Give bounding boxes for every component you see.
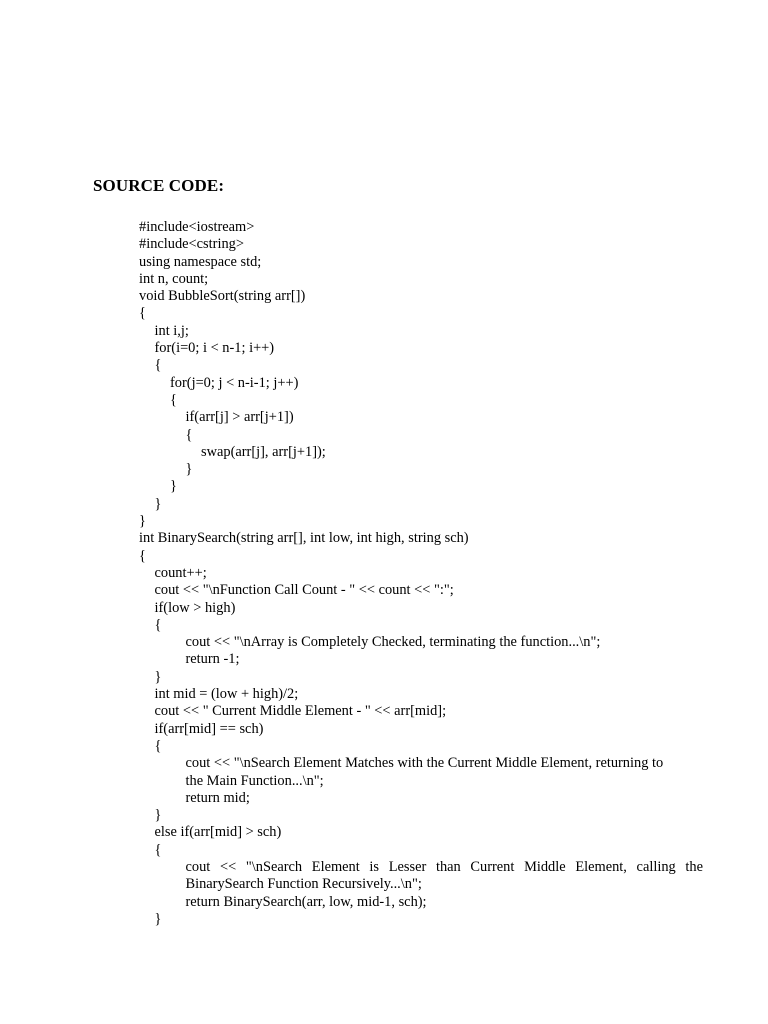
code-line: { bbox=[139, 305, 146, 322]
code-line: #include<iostream> bbox=[139, 219, 255, 235]
code-line: return BinarySearch(arr, low, mid-1, sch); bbox=[185, 893, 427, 910]
code-line: cout << "\nSearch Element Matches with the Current Middle Element, returning to bbox=[185, 755, 664, 772]
code-line: using namespace std; bbox=[139, 253, 262, 270]
code-line: else if(arr[mid] > sch) bbox=[154, 824, 282, 841]
code-line: cout << "\nFunction Call Count - " << count << ":"; bbox=[154, 582, 454, 599]
code-line: { bbox=[170, 391, 177, 408]
code-line: #include<cstring> bbox=[139, 236, 244, 253]
code-line: int n, count; bbox=[139, 270, 209, 287]
code-line: if(low > high) bbox=[154, 599, 236, 616]
code-line: { bbox=[185, 426, 193, 443]
code-line: { bbox=[154, 737, 162, 754]
code-line: int BinarySearch(string arr[], int low, int high, string sch) bbox=[139, 530, 469, 547]
code-line: BinarySearch Function Recursively...\n"; bbox=[185, 876, 422, 893]
code-line: } bbox=[185, 461, 193, 478]
code-line: if(arr[j] > arr[j+1]) bbox=[185, 409, 294, 426]
code-line: cout << " Current Middle Element - " << arr[mid]; bbox=[154, 703, 447, 720]
code-line: for(i=0; i < n-1; i++) bbox=[154, 340, 275, 357]
code-line: for(j=0; j < n-i-1; j++) bbox=[170, 374, 299, 391]
code-line: } bbox=[154, 807, 162, 824]
code-line: } bbox=[154, 910, 162, 927]
code-line: { bbox=[154, 841, 162, 858]
code-line: { bbox=[154, 357, 162, 374]
code-line: void BubbleSort(string arr[]) bbox=[139, 288, 306, 305]
code-line: if(arr[mid] == sch) bbox=[154, 720, 264, 737]
code-line: return -1; bbox=[185, 651, 240, 668]
source-code-block bbox=[139, 219, 703, 928]
code-line: } bbox=[139, 513, 146, 530]
code-line: } bbox=[170, 478, 177, 495]
section-heading: SOURCE CODE: bbox=[93, 176, 225, 195]
code-line: cout << "\nArray is Completely Checked, terminating the function...\n"; bbox=[185, 634, 601, 651]
code-line: } bbox=[154, 668, 162, 685]
code-line: { bbox=[139, 547, 146, 564]
code-line: the Main Function...\n"; bbox=[185, 772, 324, 789]
code-line: swap(arr[j], arr[j+1]); bbox=[201, 443, 326, 460]
code-line: int i,j; bbox=[154, 322, 189, 339]
code-line: count++; bbox=[154, 564, 207, 581]
code-line: cout << "\nSearch Element is Lesser than Current Middle Element, calling the bbox=[185, 858, 703, 875]
code-line: int mid = (low + high)/2; bbox=[154, 686, 299, 703]
code-line: } bbox=[154, 495, 162, 512]
code-line: return mid; bbox=[185, 789, 250, 806]
code-line: { bbox=[154, 616, 162, 633]
